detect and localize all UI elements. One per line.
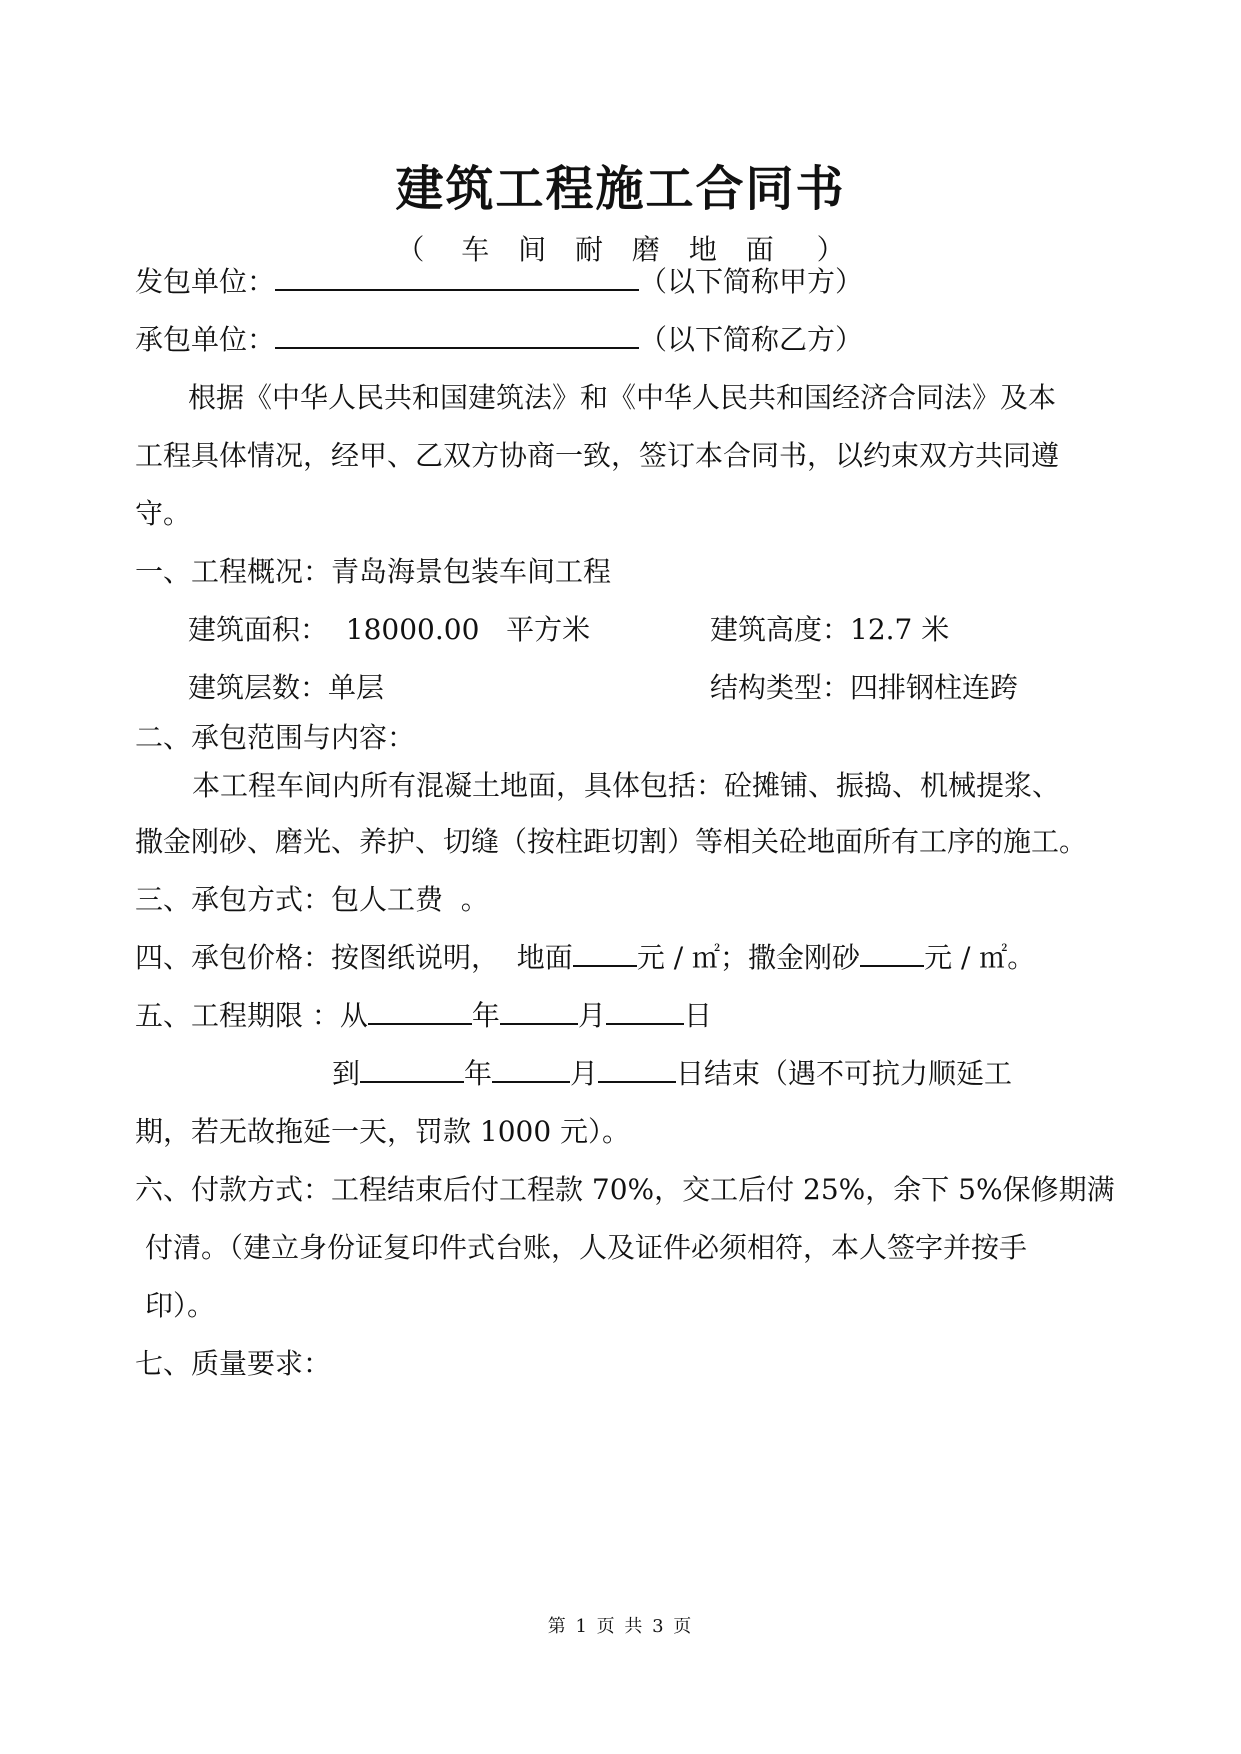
section-1-heading: 一、工程概况：青岛海景包装车间工程 — [135, 555, 612, 588]
end-day-blank[interactable] — [598, 1057, 676, 1083]
party-a-label: 发包单位： — [135, 265, 276, 298]
start-day-label: 日 — [683, 999, 712, 1032]
price-unit-2: 元 / ㎡。 — [924, 941, 1036, 974]
party-a-row — [135, 262, 863, 302]
intro-line-3: 守。 — [135, 497, 192, 530]
section-5-row-1 — [135, 996, 712, 1036]
term-to-label: 到 — [332, 1057, 361, 1090]
page-footer: 第 1 页 共 3 页 — [547, 1616, 694, 1637]
party-a-blank[interactable] — [275, 263, 639, 291]
term-prefix: 五、工程期限 ：从 — [135, 999, 368, 1032]
intro-line-2: 工程具体情况，经甲、乙双方协商一致，签订本合同书，以约束双方共同遵 — [135, 439, 1060, 472]
building-height: 建筑高度：12.7 米 — [710, 613, 950, 646]
end-day-suffix: 日结束（遇不可抗力顺延工 — [676, 1057, 1013, 1090]
section-4-row — [135, 938, 1035, 978]
party-b-row — [135, 320, 863, 360]
end-month-blank[interactable] — [492, 1057, 570, 1083]
price-prefix: 四、承包价格：按图纸说明， 地面 — [135, 941, 573, 974]
end-month-label: 月 — [570, 1057, 599, 1090]
structure-type: 结构类型：四排钢柱连跨 — [710, 671, 1019, 704]
scope-line-1: 本工程车间内所有混凝土地面，具体包括：砼摊铺、振捣、机械提浆、 — [192, 769, 1061, 802]
scope-line-2: 撒金刚砂、磨光、养护、切缝（按柱距切割）等相关砼地面所有工序的施工。 — [135, 825, 1088, 858]
section-7-heading: 七、质量要求： — [135, 1347, 332, 1380]
floor-price-blank[interactable] — [573, 941, 637, 967]
party-b-suffix: （以下简称乙方） — [639, 323, 864, 356]
section-3-heading: 三、承包方式：包人工费 。 — [135, 883, 489, 916]
party-a-suffix: （以下简称甲方） — [639, 265, 864, 298]
document-title: 建筑工程施工合同书 — [395, 161, 846, 217]
subtitle-text: 车 间 耐 磨 地 面 — [461, 233, 784, 266]
party-b-blank[interactable] — [275, 321, 639, 349]
subtitle-open-paren: （ — [396, 233, 425, 266]
section-2-heading: 二、承包范围与内容： — [135, 721, 416, 754]
start-month-label: 月 — [577, 999, 606, 1032]
end-year-blank[interactable] — [360, 1057, 464, 1083]
intro-line-1: 根据《中华人民共和国建筑法》和《中华人民共和国经济合同法》及本 — [188, 381, 1057, 414]
section-5-row-2 — [332, 1054, 1012, 1094]
start-year-label: 年 — [471, 999, 500, 1032]
payment-line-2: 付清。（建立身份证复印件式台账，人及证件必须相符，本人签字并按手 — [145, 1231, 1028, 1264]
party-b-label: 承包单位： — [135, 323, 276, 356]
term-line-3: 期，若无故拖延一天，罚款 1000 元）。 — [135, 1115, 631, 1148]
emery-price-blank[interactable] — [860, 941, 924, 967]
price-unit-1: 元 / ㎡；撒金刚砂 — [636, 941, 861, 974]
payment-line-3: 印）。 — [145, 1289, 216, 1322]
building-area: 建筑面积： 18000.00 平方米 — [188, 613, 591, 646]
subtitle-close-paren: ） — [816, 233, 845, 266]
building-floors: 建筑层数：单层 — [188, 671, 385, 704]
start-day-blank[interactable] — [606, 999, 684, 1025]
payment-line-1: 六、付款方式：工程结束后付工程款 70%，交工后付 25%，余下 5%保修期满 — [135, 1173, 1115, 1206]
end-year-label: 年 — [464, 1057, 493, 1090]
start-month-blank[interactable] — [500, 999, 578, 1025]
start-year-blank[interactable] — [368, 999, 472, 1025]
